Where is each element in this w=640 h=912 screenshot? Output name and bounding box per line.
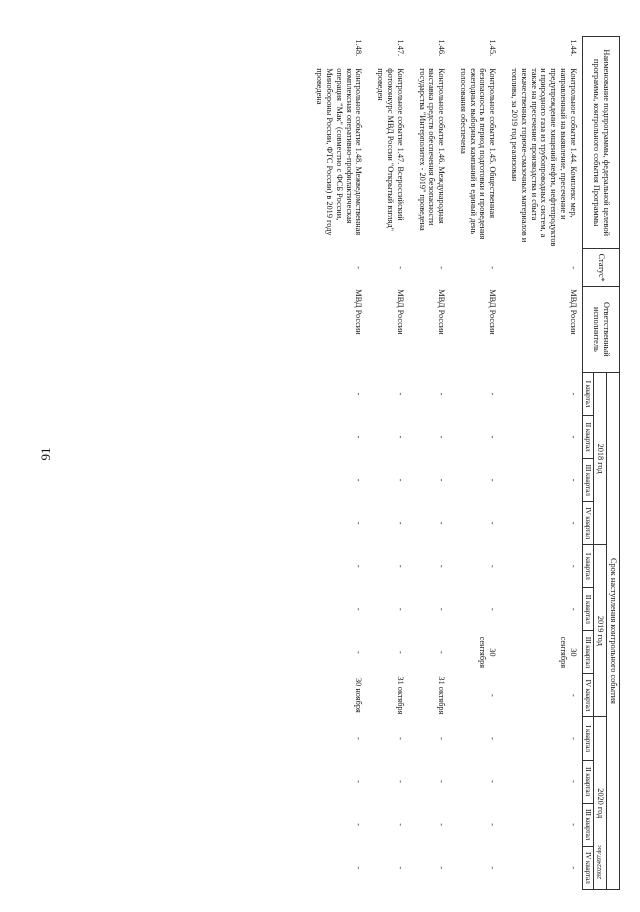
table-row: [450, 37, 501, 890]
quarter-header: I квартал: [582, 545, 594, 588]
quarter-cell: -: [488, 392, 498, 396]
quarter-cell: -: [568, 866, 578, 870]
quarter-header: IV квартал: [582, 846, 594, 889]
quarter-cell: -: [568, 823, 578, 826]
quarter-cell: -: [437, 780, 447, 783]
quarter-cell: -: [568, 607, 578, 611]
quarter-cell: 30 сентября: [478, 636, 498, 669]
header-deadline: Срок наступления контрольного события: [607, 372, 620, 889]
quarter-header: III квартал: [582, 631, 594, 674]
quarter-cell: -: [488, 737, 498, 740]
event-responsible: МВД России: [437, 289, 447, 335]
quarter-header: I квартал: [582, 372, 594, 415]
event-status: -: [395, 266, 405, 270]
quarter-header: IV квартал: [582, 502, 594, 545]
quarter-header: II квартал: [582, 760, 594, 803]
event-responsible: МВД России: [354, 289, 364, 335]
quarter-header: II квартал: [582, 416, 594, 459]
page-number: 91: [38, 447, 53, 461]
quarter-cell: -: [568, 564, 578, 568]
document-filename: 28022497.doc: [597, 844, 603, 880]
quarter-header: II квартал: [582, 588, 594, 631]
table-row: [367, 37, 408, 890]
quarter-cell: -: [437, 435, 447, 439]
quarter-cell: -: [488, 866, 498, 870]
quarter-cell: -: [568, 392, 578, 396]
quarter-cell: -: [437, 478, 447, 482]
event-status: -: [568, 266, 578, 270]
quarter-cell: -: [488, 780, 498, 783]
quarter-cell: -: [395, 780, 405, 783]
quarter-cell: -: [395, 521, 405, 525]
quarter-cell: -: [568, 435, 578, 439]
quarter-header: III квартал: [582, 803, 594, 846]
event-status: -: [488, 266, 498, 270]
event-name: Контрольное событие 1.47. Всероссийский фотоконкурс МВД России "Открытый взгляд" проведен: [376, 68, 405, 232]
row-number: 1.44.: [568, 39, 578, 57]
quarter-cell: -: [437, 521, 447, 525]
row-number: 1.45.: [488, 39, 498, 57]
quarter-cell: -: [568, 694, 578, 697]
quarter-cell: -: [568, 521, 578, 525]
header-name: Наименование подпрограммы, федеральной целевой программы, контрольного события Программы: [582, 37, 619, 249]
quarter-cell: -: [437, 564, 447, 568]
row-number: 1.47.: [395, 39, 405, 57]
event-responsible: МВД России: [568, 289, 578, 335]
quarter-cell: -: [437, 650, 447, 654]
quarter-cell: -: [488, 435, 498, 439]
quarter-cell: 30 сентября: [558, 636, 578, 669]
quarter-header: I квартал: [582, 717, 594, 760]
event-name: Контрольное событие 1.45. Общественная безопасность в период подготовки и проведения ежегодных выборных кампаний в единый день голосования обеспечена: [458, 68, 498, 240]
quarter-cell: 31 октября: [437, 676, 447, 715]
header-status: Статус*: [582, 249, 619, 286]
quarter-cell: -: [437, 823, 447, 826]
quarter-cell: -: [568, 780, 578, 783]
quarter-cell: -: [395, 866, 405, 870]
quarter-cell: -: [354, 478, 364, 482]
rotated-table-frame: [92, 36, 620, 890]
quarter-cell: -: [488, 607, 498, 611]
event-name: Контрольное событие 1.46. Международная выставка средств обеспечения безопасности государства "Интерполитех - 2019" проведена: [417, 68, 447, 231]
row-number: 1.48.: [354, 39, 364, 57]
quarter-cell: -: [437, 392, 447, 396]
quarter-cell: -: [488, 694, 498, 697]
quarter-cell: -: [437, 737, 447, 740]
quarter-cell: -: [354, 392, 364, 396]
quarter-cell: -: [354, 823, 364, 826]
event-name: Контрольное событие 1.48. Межведомственная комплексная оперативно-профилактическая операция "Мак" (совместно с ФСБ России, Минобороны России, ФТС России) в 2019 году проведена: [315, 68, 364, 236]
quarter-cell: -: [395, 564, 405, 568]
quarter-cell: -: [354, 607, 364, 611]
quarter-cell: 31 октября: [395, 676, 405, 715]
quarter-cell: -: [395, 607, 405, 611]
quarter-cell: -: [354, 435, 364, 439]
quarter-cell: -: [568, 737, 578, 740]
quarter-header: III квартал: [582, 459, 594, 502]
event-status: -: [354, 266, 364, 270]
quarter-cell: -: [488, 521, 498, 525]
quarter-cell: -: [395, 435, 405, 439]
row-number: 1.46.: [437, 39, 447, 57]
header-responsible: Ответственный исполнитель: [582, 286, 619, 372]
quarter-cell: -: [395, 737, 405, 740]
event-status: -: [437, 266, 447, 270]
event-responsible: МВД России: [488, 289, 498, 335]
quarter-cell: -: [395, 823, 405, 826]
quarter-cell: -: [568, 478, 578, 482]
quarter-cell: -: [437, 866, 447, 870]
quarter-cell: -: [354, 521, 364, 525]
table-row: [409, 37, 450, 890]
quarter-cell: -: [354, 564, 364, 568]
quarter-header: IV квартал: [582, 674, 594, 717]
quarter-cell: -: [488, 478, 498, 482]
header-year-2019: 2019 год: [594, 545, 607, 717]
event-name: Контрольное событие 1.44. Комплекс мер, направленный на выявление, пресечение и предупреждение хищений нефти, нефтепродуктов и природного газа из трубопроводных систем, а также на пресечение производства и сбыта некачественных горюче-смазочных материалов и топлива, за 2019 год реализован: [510, 68, 578, 247]
table-row: [501, 37, 582, 890]
quarter-cell: -: [437, 607, 447, 611]
control-events-table: [307, 36, 620, 890]
quarter-cell: -: [354, 650, 364, 654]
quarter-cell: -: [395, 478, 405, 482]
header-year-2020: 2020 год: [594, 717, 607, 890]
quarter-cell: -: [395, 392, 405, 396]
quarter-cell: -: [395, 650, 405, 654]
quarter-cell: -: [354, 780, 364, 783]
quarter-cell: -: [354, 737, 364, 740]
quarter-cell: -: [488, 823, 498, 826]
table-row: [307, 37, 368, 890]
quarter-cell: -: [488, 564, 498, 568]
event-responsible: МВД России: [395, 289, 405, 335]
quarter-cell: -: [354, 866, 364, 870]
quarter-cell: 30 ноября: [354, 678, 364, 713]
header-year-2018: 2018 год: [594, 372, 607, 544]
